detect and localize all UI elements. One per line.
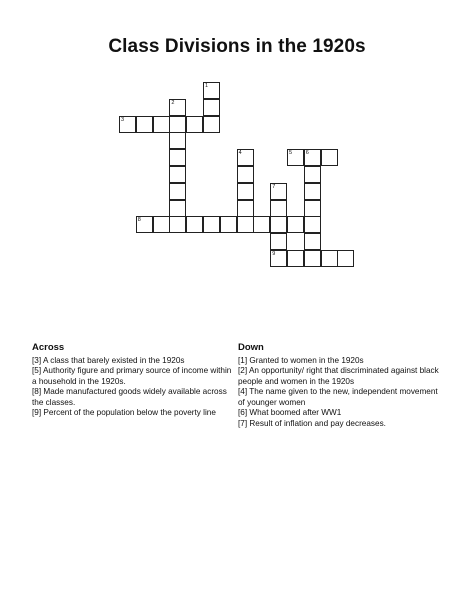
clue-number: [5] bbox=[32, 366, 42, 375]
grid-cell[interactable] bbox=[270, 250, 287, 267]
grid-cell[interactable] bbox=[203, 216, 220, 233]
across-heading: Across bbox=[32, 342, 65, 353]
cell-number: 8 bbox=[137, 217, 141, 224]
grid-cell[interactable] bbox=[186, 216, 203, 233]
clue-down-7 bbox=[238, 419, 443, 430]
down-clues bbox=[238, 343, 443, 429]
grid-cell[interactable] bbox=[153, 116, 170, 133]
grid-cell[interactable] bbox=[237, 200, 254, 217]
clue-across-9 bbox=[32, 408, 232, 419]
clue-down-4 bbox=[238, 387, 443, 408]
cell-number: 5 bbox=[289, 150, 293, 157]
grid-cell[interactable] bbox=[153, 216, 170, 233]
clue-number: [6] bbox=[238, 408, 248, 417]
grid-cell[interactable] bbox=[136, 216, 153, 233]
grid-cell[interactable] bbox=[169, 149, 186, 166]
grid-cell[interactable] bbox=[203, 99, 220, 116]
clue-text: A class that barely existed in the 1920s bbox=[42, 355, 185, 365]
clue-number: [9] bbox=[32, 408, 42, 417]
cell-number: 1 bbox=[205, 83, 209, 89]
clue-number: [7] bbox=[238, 418, 248, 428]
grid-cell[interactable] bbox=[220, 216, 237, 233]
grid-cell[interactable] bbox=[304, 200, 321, 217]
grid-cell[interactable] bbox=[253, 216, 270, 233]
grid-cell[interactable] bbox=[237, 216, 254, 233]
grid-cell[interactable] bbox=[304, 183, 321, 200]
clue-across-8 bbox=[32, 387, 232, 408]
grid-cell[interactable] bbox=[287, 149, 304, 166]
grid-cell[interactable] bbox=[203, 116, 220, 133]
across-clues bbox=[32, 343, 232, 419]
grid-cell[interactable] bbox=[270, 183, 287, 200]
grid-cell[interactable] bbox=[169, 200, 186, 217]
clue-text: The name given to the new, independent movement of younger women bbox=[238, 387, 438, 407]
cell-number: 3 bbox=[121, 116, 125, 123]
cell-number: 9 bbox=[272, 251, 276, 257]
grid-cell[interactable] bbox=[337, 250, 354, 267]
grid-cell[interactable] bbox=[304, 149, 321, 166]
grid-cell[interactable] bbox=[287, 250, 304, 267]
cell-number: 7 bbox=[272, 183, 276, 190]
grid-cell[interactable] bbox=[169, 166, 186, 183]
grid-cell[interactable] bbox=[169, 183, 186, 200]
grid-cell[interactable] bbox=[304, 250, 321, 267]
clue-text: Result of inflation and pay decreases. bbox=[249, 418, 386, 428]
down-heading: Down bbox=[238, 342, 264, 353]
clue-across-3 bbox=[32, 356, 232, 367]
grid-cell[interactable] bbox=[186, 116, 203, 133]
grid-cell[interactable] bbox=[321, 250, 338, 267]
clue-down-6 bbox=[238, 408, 443, 419]
grid-cell[interactable] bbox=[237, 166, 254, 183]
cell-number: 4 bbox=[238, 150, 242, 157]
grid-cell[interactable] bbox=[169, 216, 186, 233]
grid-cell[interactable] bbox=[270, 200, 287, 217]
clue-number: [4] bbox=[238, 387, 248, 396]
cell-number: 2 bbox=[171, 99, 175, 106]
grid-cell[interactable] bbox=[237, 149, 254, 166]
grid-cell[interactable] bbox=[304, 166, 321, 183]
clue-number: [3] bbox=[32, 355, 42, 365]
clue-text: Authority figure and primary source of income within a household in the 1920s. bbox=[32, 366, 232, 386]
clue-text: Made manufactured goods widely available across the classes. bbox=[32, 387, 227, 407]
grid-cell[interactable] bbox=[136, 116, 153, 133]
grid-cell[interactable] bbox=[287, 216, 304, 233]
clue-text: Granted to women in the 1920s bbox=[249, 355, 364, 365]
grid-cell[interactable] bbox=[169, 99, 186, 116]
grid-cell[interactable] bbox=[321, 149, 338, 166]
grid-cell[interactable] bbox=[270, 233, 287, 250]
grid-cell[interactable] bbox=[270, 216, 287, 233]
clue-down-1 bbox=[238, 356, 443, 367]
clue-number: [2] bbox=[238, 366, 248, 375]
grid-cell[interactable] bbox=[237, 183, 254, 200]
grid-cell[interactable] bbox=[304, 216, 321, 233]
clue-down-2 bbox=[238, 366, 443, 387]
clue-number: [8] bbox=[32, 387, 42, 396]
grid-cell[interactable] bbox=[169, 132, 186, 149]
puzzle-title: Class Divisions in the 1920s bbox=[108, 36, 366, 57]
clue-text: What boomed after WW1 bbox=[249, 408, 342, 417]
grid-cell[interactable] bbox=[119, 116, 136, 133]
clue-number: [1] bbox=[238, 355, 248, 365]
clue-across-5 bbox=[32, 366, 232, 387]
grid-cell[interactable] bbox=[203, 82, 220, 99]
grid-cell[interactable] bbox=[304, 233, 321, 250]
clue-text: Percent of the population below the poverty line bbox=[43, 408, 216, 417]
cell-number: 6 bbox=[305, 150, 309, 157]
clue-text: An opportunity/ right that discriminated against black people and women in the 1920s bbox=[238, 366, 439, 386]
grid-cell[interactable] bbox=[169, 116, 186, 133]
